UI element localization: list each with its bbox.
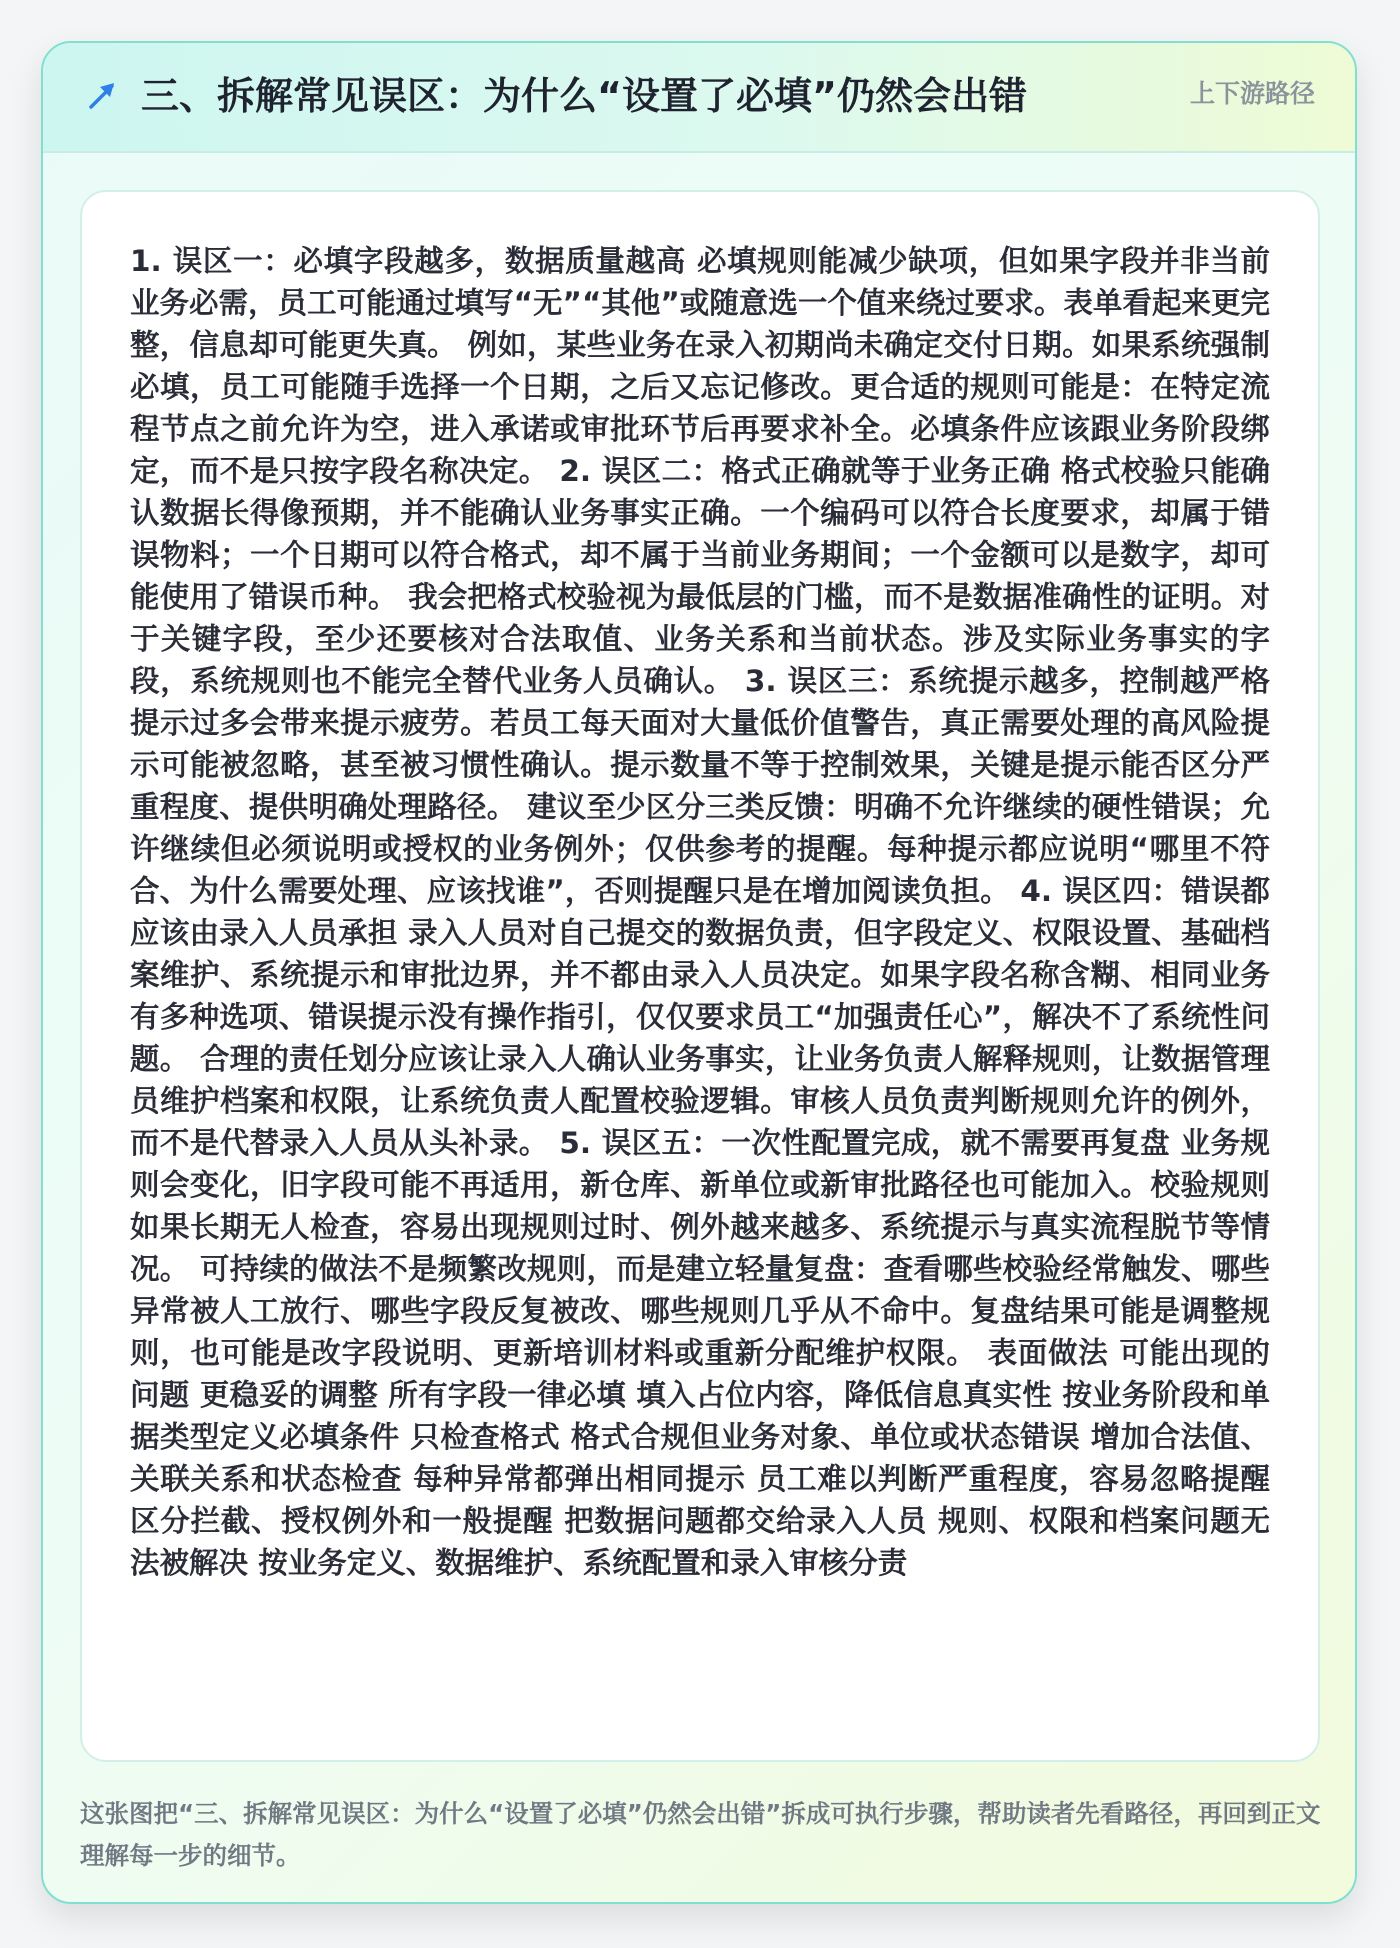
- arrow-up-right-icon: [85, 79, 119, 113]
- card-header: [43, 43, 1355, 153]
- path-tag: 上下游路径: [1189, 79, 1315, 108]
- content-panel: [80, 190, 1320, 1762]
- main-card: [41, 41, 1357, 1904]
- body-paragraph: 1. 误区一：必填字段越多，数据质量越高 必填规则能减少缺项，但如果字段并非当前业务必需，员工可能通过填写“无”“其他”或随意选一个值来绕过要求。表单看起来更完整，信息却可能更失真。 例如，某些业务在录入初期尚未确定交付日期。如果系统强制必填，员工可能随手选择一个日期，之后又忘记修改。更合适的规则可能是：在特定流程节点之前允许为空，进入承诺或审批环节后再要求补全。必填条件应该跟业务阶段绑定，而不是只按字段名称决定。 2. 误区二：格式正确就等于业务正确 格式校验只能确认数据长得像预期，并不能确认业务事实正确。一个编码可以符合长度要求，却属于错误物料；一个日期可以符合格式，却不属于当前业务期间；一个金额可以是数字，却可能使用了错误币种。 我会把格式校验视为最低层的门槛，而不是数据准确性的证明。对于关键字段，至少还要核对合法取值、业务关系和当前状态。涉及实际业务事实的字段，系统规则也不能完全替代业务人员确认。 3. 误区三：系统提示越多，控制越严格 提示过多会带来提示疲劳。若员工每天面对大量低价值警告，真正需要处理的高风险提示可能被忽略，甚至被习惯性确认。提示数量不等于控制效果，关键是提示能否区分严重程度、提供明确处理路径。 建议至少区分三类反馈：明确不允许继续的硬性错误；允许继续但必须说明或授权的业务例外；仅供参考的提醒。每种提示都应说明“哪里不符合、为什么需要处理、应该找谁”，否则提醒只是在增加阅读负担。 4. 误区四：错误都应该由录入人员承担 录入人员对自己提交的数据负责，但字段定义、权限设置、基础档案维护、系统提示和审批边界，并不都由录入人员决定。如果字段名称含糊、相同业务有多种选项、错误提示没有操作指引，仅仅要求员工“加强责任心”，解决不了系统性问题。 合理的责任划分应该让录入人确认业务事实，让业务负责人解释规则，让数据管理员维护档案和权限，让系统负责人配置校验逻辑。审核人员负责判断规则允许的例外，而不是代替录入人员从头补录。 5. 误区五：一次性配置完成，就不需要再复盘 业务规则会变化，旧字段可能不再适用，新仓库、新单位或新审批路径也可能加入。校验规则如果长期无人检查，容易出现规则过时、例外越来越多、系统提示与真实流程脱节等情况。 可持续的做法不是频繁改规则，而是建立轻量复盘：查看哪些校验经常触发、哪些异常被人工放行、哪些字段反复被改、哪些规则几乎从不命中。复盘结果可能是调整规则，也可能是改字段说明、更新培训材料或重新分配维护权限。 表面做法 可能出现的问题 更稳妥的调整 所有字段一律必填 填入占位内容，降低信息真实性 按业务阶段和单据类型定义必填条件 只检查格式 格式合规但业务对象、单位或状态错误 增加合法值、关联关系和状态检查 每种异常都弹出相同提示 员工难以判断严重程度，容易忽略提醒 区分拦截、授权例外和一般提醒 把数据问题都交给录入人员 规则、权限和档案问题无法被解决 按业务定义、数据维护、系统配置和录入审核分责: [130, 244, 1270, 1580]
- figure-caption: 这张图把“三、拆解常见误区：为什么“设置了必填”仍然会出错”拆成可执行步骤，帮助读者先看路径，再回到正文理解每一步的细节。: [80, 1799, 1321, 1870]
- page-title: 三、拆解常见误区：为什么“设置了必填”仍然会出错: [141, 74, 1027, 118]
